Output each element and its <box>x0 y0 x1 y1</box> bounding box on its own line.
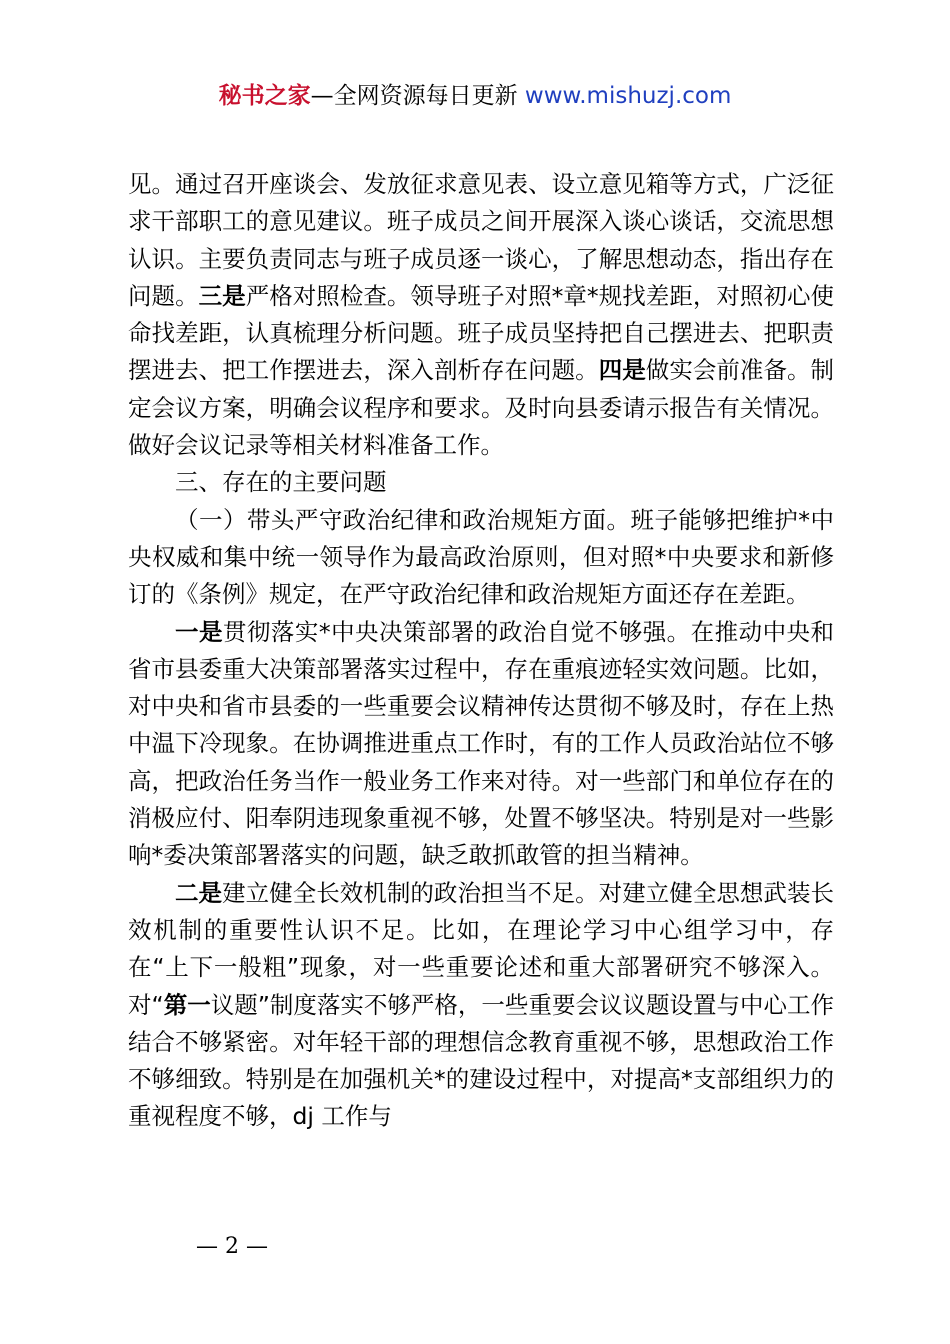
brand-name: 秘书之家 <box>218 83 311 109</box>
paragraph-text: 三、存在的主要问题 <box>175 468 387 497</box>
document-body <box>128 166 834 1136</box>
bold-lead-text: 一是 <box>175 617 223 646</box>
paragraph-text: 贯彻落实*中央决策部署的政治自觉不够强。在推动中央和省市县委重大决策部署落实过程中，存在重痕迹轻实效问题。比如，对中央和省市县委的一些重要会议精神传达贯彻不够及时，存在上热中温下冷现象。在协调推进重点工作时，有的工作人员政治站位不够高，把政治任务当作一般业务工作来对待。对一些部门和单位存在的消极应付、阳奉阴违现象重视不够，处置不够坚决。特别是对一些影响*委决策部署落实的问题，缺乏敢抓敢管的担当精神。 <box>128 617 835 870</box>
site-header <box>0 78 950 114</box>
body-paragraph <box>128 875 834 1136</box>
page-number: — 2 — <box>196 1234 268 1259</box>
header-tagline: —全网资源每日更新 <box>310 83 525 109</box>
bold-lead-text: 三是 <box>198 281 246 310</box>
paragraph-text: 做实会前准备。制定会议方案，明确会议程序和要求。及时向县委请示报告有关情况。做好会议记录等相关材料准备工作。 <box>128 356 835 460</box>
body-paragraph <box>128 166 834 464</box>
site-url-link[interactable]: www.mishuzj.com <box>524 83 732 109</box>
bold-lead-text: 二是 <box>175 878 223 907</box>
body-paragraph <box>128 464 834 501</box>
paragraph-text: 议题”制度落实不够严格，一些重要会议议题设置与中心工作结合不够紧密。对年轻干部的理想信念教育重视不够，思想政治工作不够细致。特别是在加强机关*的建设过程中，对提高*支部组织力的重视程度不够，dj 工作与 <box>128 990 834 1131</box>
body-paragraph <box>128 502 834 614</box>
bold-lead-text: 四是 <box>598 356 646 385</box>
paragraph-text: （一）带头严守政治纪律和政治规矩方面。班子能够把维护*中央权威和集中统一领导作为最高政治原则，但对照*中央要求和新修订的《条例》规定，在严守政治纪律和政治规矩方面还存在差距。 <box>128 505 834 609</box>
paragraph-text: 见。通过召开座谈会、发放征求意见表、设立意见箱等方式，广泛征求干部职工的意见建议。班子成员之间开展深入谈心谈话，交流思想认识。主要负责同志与班子成员逐一谈心，了解思想动态，指出存在问题。 <box>128 170 834 310</box>
paragraph-text: 严格对照检查。领导班子对照*章*规找差距，对照初心使命找差距，认真梳理分析问题。班子成员坚持把自己摆进去、把职责摆进去、把工作摆进去，深入剖析存在问题。 <box>128 281 835 385</box>
body-paragraph <box>128 614 834 875</box>
bold-lead-text: 第一 <box>163 990 211 1019</box>
paragraph-text: 建立健全长效机制的政治担当不足。对建立健全思想武装长效机制的重要性认识不足。比如，在理论学习中心组学习中，存在“上下一般粗”现象，对一些重要论述和重大部署研究不够深入。对“ <box>128 878 835 1019</box>
